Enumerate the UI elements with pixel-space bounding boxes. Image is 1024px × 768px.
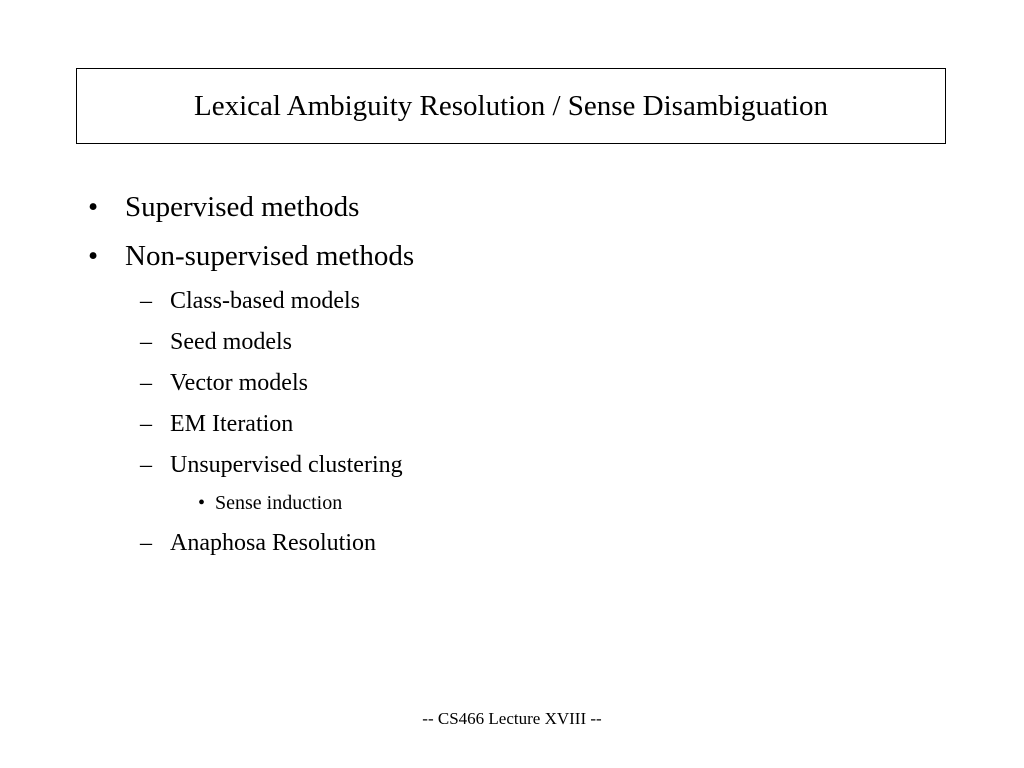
dash-marker: – [140, 452, 152, 478]
title-box [76, 68, 946, 144]
sub-bullet-text: Class-based models [170, 288, 360, 314]
sub-sub-bullet-text: Sense induction [215, 492, 343, 514]
dash-marker: – [140, 370, 152, 396]
sub-bullet-text: Vector models [170, 370, 308, 396]
sub-bullet-text: Anaphosa Resolution [170, 530, 376, 556]
bullet-marker: • [88, 240, 99, 272]
bullet-marker: • [88, 191, 99, 223]
bullet-text: Supervised methods [125, 191, 360, 223]
sub-bullet-text: Unsupervised clustering [170, 452, 403, 478]
sub-bullet-text: Seed models [170, 329, 292, 355]
dash-marker: – [140, 530, 152, 556]
dash-marker: – [140, 411, 152, 437]
bullet-marker: • [198, 492, 206, 514]
slide-footer: -- CS466 Lecture XVIII -- [422, 709, 602, 728]
slide-title: Lexical Ambiguity Resolution / Sense Disambiguation [194, 89, 828, 122]
bullet-text: Non-supervised methods [125, 240, 415, 272]
sub-bullet-text: EM Iteration [170, 411, 294, 437]
dash-marker: – [140, 288, 152, 314]
dash-marker: – [140, 329, 152, 355]
